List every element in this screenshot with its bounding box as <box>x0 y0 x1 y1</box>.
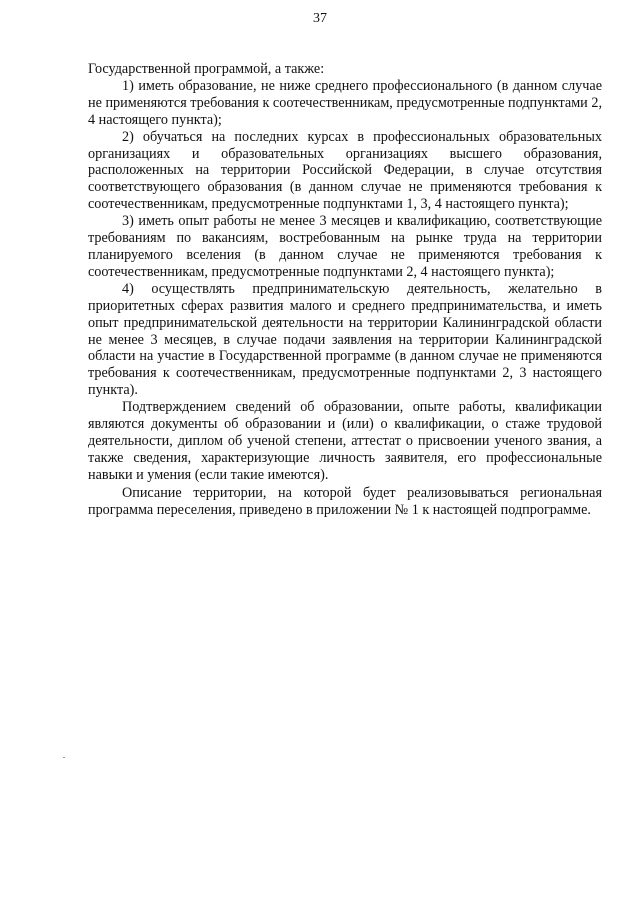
paragraph-territory: Описание территории, на которой будет реализовываться региональная программа переселения, приведено в приложении № 1 к настоящей подпрограмме. <box>88 484 602 518</box>
list-item-1: 1) иметь образование, не ниже среднего профессионального (в данном случае не применяются требования к соотечественникам, предусмотренные подпунктами 2, 4 настоящего пункта); <box>88 77 602 128</box>
paragraph-intro: Государственной программой, а также: <box>88 61 325 77</box>
paragraph-confirmation: Подтверждением сведений об образовании, опыте работы, квалификации являются документы об образовании и (или) о квалификации, о стаже трудовой деятельности, диплом об ученой степени, аттестат о присвоении ученого звания, а также сведения, характеризующие личность заявителя, его профессиональные навыки и умения (если такие имеются). <box>88 399 602 483</box>
list-item-2: 2) обучаться на последних курсах в профессиональных образовательных организациях и образовательных организациях высшего образования, расположенных на территории Российской Федерации, в случае отсутствия соответствующего образования (в данном случае не применяются требования к соотечественникам, предусмотренные подпунктами 1, 3, 4 настоящего пункта); <box>88 128 602 213</box>
list-item-3: 3) иметь опыт работы не менее 3 месяцев и квалификацию, соответствующие требованиям по вакансиям, востребованным на рынке труда на территории планируемого вселения (в данном случае не применяются требования к соотечественникам, предусмотренные подпунктами 2, 4 настоящего пункта); <box>88 213 602 280</box>
document-body <box>88 61 602 518</box>
list-item-4: 4) осуществлять предпринимательскую деятельность, желательно в приоритетных сферах развития малого и среднего предпринимательства, и иметь опыт предпринимательской деятельности на территории Калининградской области не менее 3 месяцев, в случае подачи заявления на территории Калининградской области на участие в Государственной программе (в данном случае не применяются требования к соотечественникам, предусмотренные подпунктами 2, 3 настоящего пункта). <box>88 280 602 399</box>
page-number: 37 <box>313 11 327 26</box>
scan-mark <box>63 757 65 758</box>
